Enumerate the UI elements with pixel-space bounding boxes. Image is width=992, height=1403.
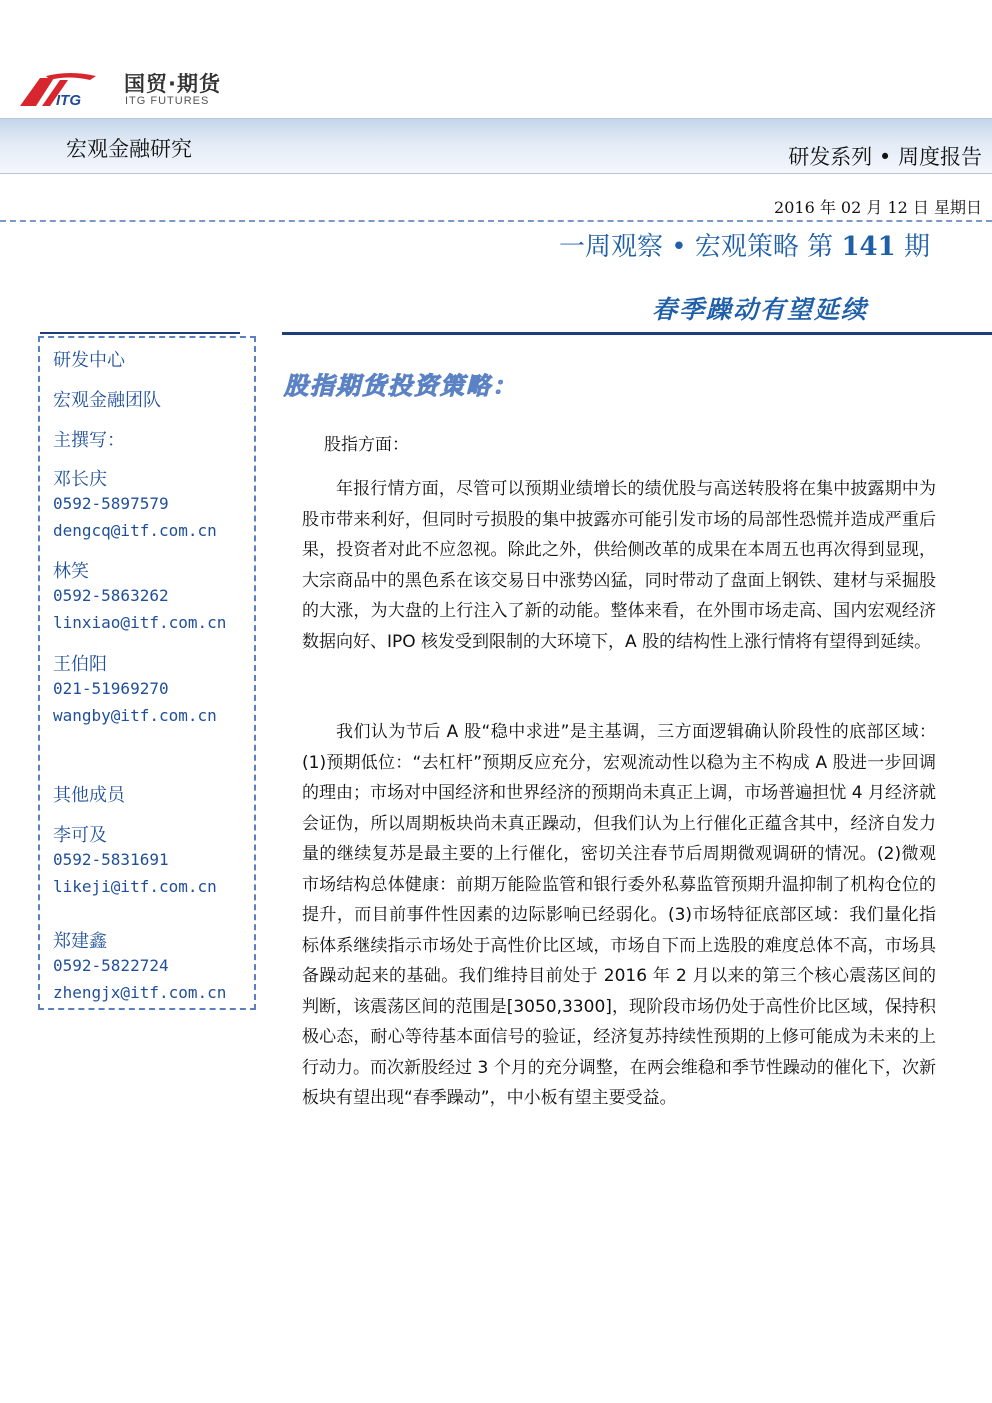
author-name: 王伯阳 <box>53 654 107 675</box>
svg-text:ITG: ITG <box>56 92 81 108</box>
authors-label: 主撰写： <box>53 430 125 451</box>
author-email: linxiao@itf.com.cn <box>53 613 227 632</box>
report-subtitle: 春季躁动有望延续 <box>651 295 868 324</box>
author-name: 邓长庆 <box>53 469 107 490</box>
section-heading: 股指期货投资策略： <box>284 372 518 400</box>
header-banner <box>0 118 992 174</box>
issue-number: 141 <box>841 232 896 262</box>
research-category: 宏观金融研究 <box>66 137 192 161</box>
report-date: 2016 年 02 月 12 日 星期日 <box>774 198 982 217</box>
member-email: zhengjx@itf.com.cn <box>53 983 227 1002</box>
author-email: wangby@itf.com.cn <box>53 706 217 725</box>
report-series: 研发系列 • 周度报告 <box>788 145 982 169</box>
team-name: 宏观金融团队 <box>53 390 161 411</box>
itg-logo-icon <box>20 72 104 108</box>
author-phone: 021-51969270 <box>53 679 169 698</box>
body-paragraph: 我们认为节后 A 股“稳中求进”是主基调，三方面逻辑确认阶段性的底部区域：(1)预期低位：“去杠杆”预期反应充分，宏观流动性以稳为主不构成 A 股进一步回调的理由；市场对中国经济和世界经济的预期尚未真正上调，市场普遍担忧 4 月经济就会证伪，所以周期板块尚未真正躁动，但我们认为上行催化正蕴含其中，经济自发力量的继续复苏是最主要的上行催化，密切关注春节后周期微观调研的情况。(2)微观市场结构总体健康：前期万能险监管和银行委外私募监管预期升温抑制了机构仓位的提升，而目前事件性因素的边际影响已经弱化。(3)市场特征底部区域：我们量化指标体系继续指示市场处于高性价比区域，市场自下而上选股的难度总体不高，市场具备躁动起来的基础。我们维持目前处于 2016 年 2 月以来的第三个核心震荡区间的判断，该震荡区间的范围是[3050,3300]，现阶段市场仍处于高性价比区域，保持积极心态，耐心等待基本面信号的验证，经济复苏持续性预期的上修可能成为未来的上行动力。而次新股经过 3 个月的充分调整，在两会维稳和季节性躁动的催化下，次新板块有望出现“春季躁动”，中小板有望主要受益。 <box>302 722 936 1108</box>
author-email: dengcq@itf.com.cn <box>53 521 217 540</box>
research-center: 研发中心 <box>53 350 125 371</box>
member-phone: 0592-5831691 <box>53 850 169 869</box>
issue-prefix: 一周观察 • 宏观策略 第 <box>559 232 834 262</box>
header-divider <box>0 220 992 222</box>
content-top-rule <box>282 332 992 335</box>
issue-suffix: 期 <box>903 232 930 262</box>
member-email: likeji@itf.com.cn <box>53 877 217 896</box>
member-name: 郑建鑫 <box>53 931 107 952</box>
member-phone: 0592-5822724 <box>53 956 169 975</box>
author-phone: 0592-5863262 <box>53 586 169 605</box>
author-name: 林笑 <box>53 561 89 582</box>
other-members-label: 其他成员 <box>53 785 125 806</box>
body-paragraph: 年报行情方面，尽管可以预期业绩增长的绩优股与高送转股将在集中披露期中为股市带来利好，但同时亏损股的集中披露亦可能引发市场的局部性恐慌并造成严重后果，投资者对此不应忽视。除此之外，供给侧改革的成果在本周五也再次得到显现，大宗商品中的黑色系在该交易日中涨势凶猛，同时带动了盘面上钢铁、建材与采掘股的大涨，为大盘的上行注入了新的动能。整体来看，在外围市场走高、国内宏观经济数据向好、IPO 核发受到限制的大环境下，A 股的结构性上涨行情将有望得到延续。 <box>302 479 936 652</box>
issue-title <box>559 226 930 263</box>
member-name: 李可及 <box>53 825 107 846</box>
intro-label: 股指方面： <box>324 435 409 455</box>
logo-english-name: ITG FUTURES <box>125 95 210 107</box>
company-logo <box>20 68 220 110</box>
sidebar-top-rule <box>40 332 240 334</box>
author-phone: 0592-5897579 <box>53 494 169 513</box>
logo-chinese-name: 国贸·期货 <box>124 72 221 96</box>
author-sidebar <box>38 336 256 1010</box>
